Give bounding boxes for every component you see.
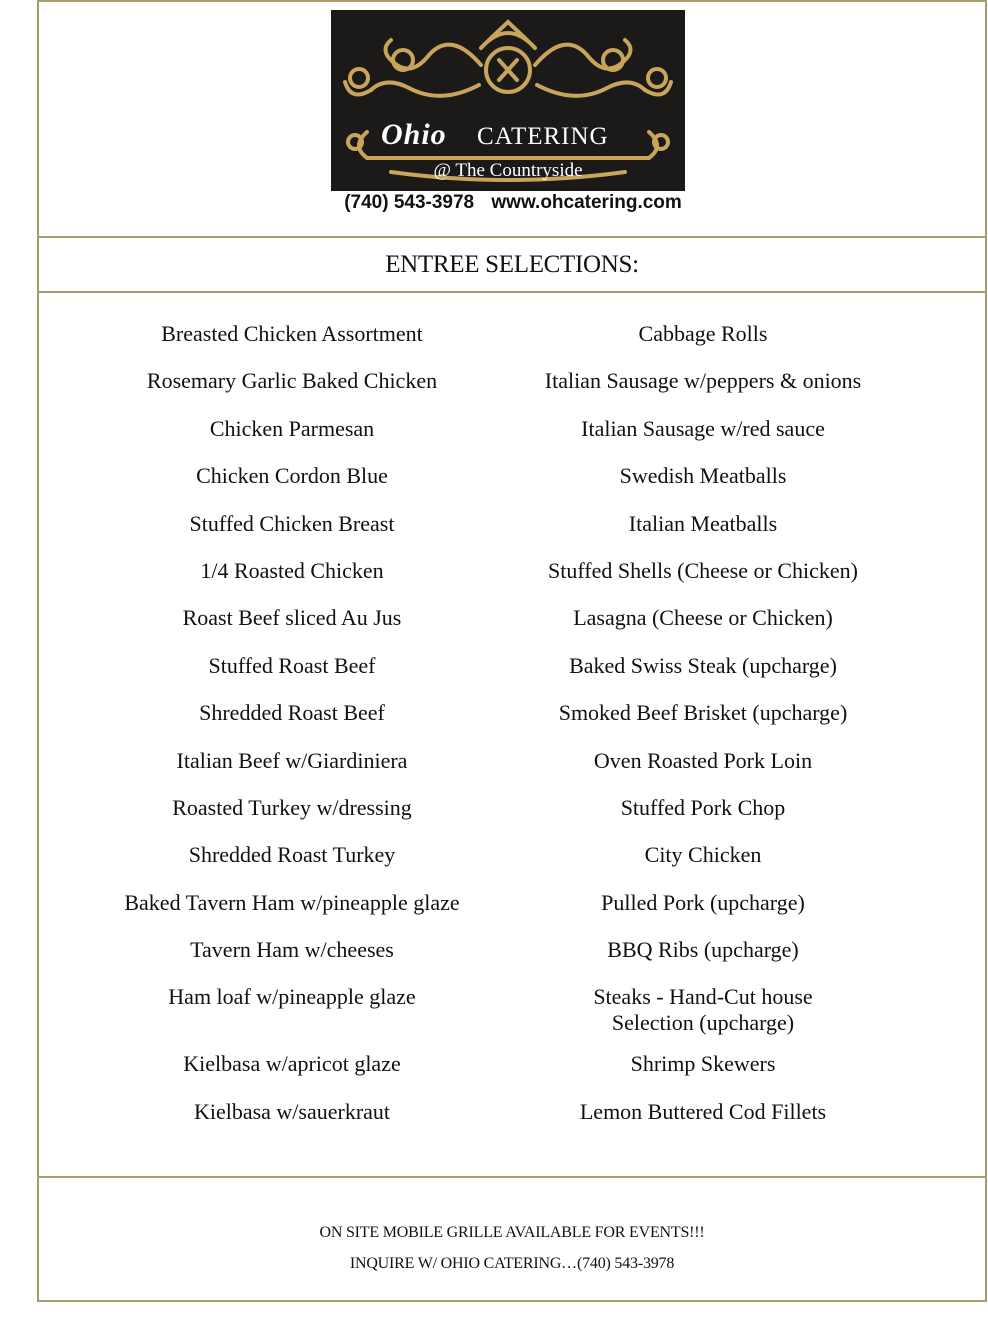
menu-item: Shredded Roast Turkey bbox=[188, 842, 396, 868]
menu-item: Stuffed Chicken Breast bbox=[189, 510, 395, 536]
menu-item: Cabbage Rolls bbox=[638, 321, 768, 346]
menu-item: Stuffed Shells (Cheese or Chicken) bbox=[548, 557, 858, 583]
menu-item: Baked Swiss Steak (upcharge) bbox=[569, 652, 837, 678]
menu-item: Steaks - Hand-Cut house Selection (upcharge) bbox=[593, 984, 813, 1036]
brand-script-text: Ohio bbox=[381, 118, 447, 151]
menu-item: Chicken Cordon Blue bbox=[196, 463, 388, 489]
menu-item: Italian Sausage w/peppers & onions bbox=[544, 368, 862, 394]
menu-column-right bbox=[493, 321, 913, 1146]
menu-item: Swedish Meatballs bbox=[619, 463, 787, 489]
menu-item: Rosemary Garlic Baked Chicken bbox=[146, 368, 438, 394]
brand-caps-text: CATERING bbox=[477, 123, 609, 150]
heading-divider bbox=[37, 291, 987, 293]
menu-item: Oven Roasted Pork Loin bbox=[593, 747, 813, 773]
menu-item: Shrimp Skewers bbox=[630, 1051, 776, 1077]
menu-item: Lasagna (Cheese or Chicken) bbox=[573, 605, 833, 631]
contact-line bbox=[331, 192, 695, 214]
menu-item: 1/4 Roasted Chicken bbox=[200, 557, 384, 583]
phone-number: (740) 543-3978 bbox=[344, 192, 475, 213]
menu-item: Baked Tavern Ham w/pineapple glaze bbox=[124, 889, 460, 915]
section-heading: ENTREE SELECTIONS: bbox=[385, 251, 639, 278]
menu-item: Lemon Buttered Cod Fillets bbox=[579, 1098, 827, 1124]
menu-item: Italian Sausage w/red sauce bbox=[581, 415, 825, 441]
menu-item: Ham loaf w/pineapple glaze bbox=[168, 984, 416, 1010]
menu-item: Kielbasa w/apricot glaze bbox=[183, 1051, 401, 1077]
footer-line-1: ON SITE MOBILE GRILLE AVAILABLE FOR EVENTS!!! bbox=[319, 1224, 705, 1241]
menu-item: Italian Beef w/Giardiniera bbox=[176, 747, 408, 773]
brand-tagline: @ The Countryside bbox=[433, 160, 583, 181]
menu-item: Stuffed Pork Chop bbox=[620, 794, 786, 820]
company-logo bbox=[331, 10, 685, 191]
menu-column-left bbox=[82, 321, 502, 1146]
menu-item: Shredded Roast Beef bbox=[199, 700, 385, 726]
menu-item: Pulled Pork (upcharge) bbox=[601, 889, 805, 915]
menu-item: Stuffed Roast Beef bbox=[208, 652, 376, 678]
menu-item: Chicken Parmesan bbox=[209, 415, 375, 441]
website-link[interactable]: www.ohcatering.com bbox=[491, 192, 682, 213]
header-divider bbox=[37, 236, 987, 238]
footer-divider bbox=[37, 1176, 987, 1178]
menu-item: City Chicken bbox=[644, 842, 762, 868]
menu-item: Tavern Ham w/cheeses bbox=[190, 937, 394, 963]
footer-line-2: INQUIRE W/ OHIO CATERING…(740) 543-3978 bbox=[349, 1255, 675, 1272]
menu-item: Roasted Turkey w/dressing bbox=[172, 794, 412, 820]
menu-item: Smoked Beef Brisket (upcharge) bbox=[558, 700, 848, 726]
menu-item: Italian Meatballs bbox=[628, 510, 778, 536]
menu-item: BBQ Ribs (upcharge) bbox=[607, 937, 799, 963]
menu-item: Breasted Chicken Assortment bbox=[161, 321, 423, 346]
menu-item: Roast Beef sliced Au Jus bbox=[182, 605, 402, 631]
menu-item: Kielbasa w/sauerkraut bbox=[193, 1098, 391, 1124]
